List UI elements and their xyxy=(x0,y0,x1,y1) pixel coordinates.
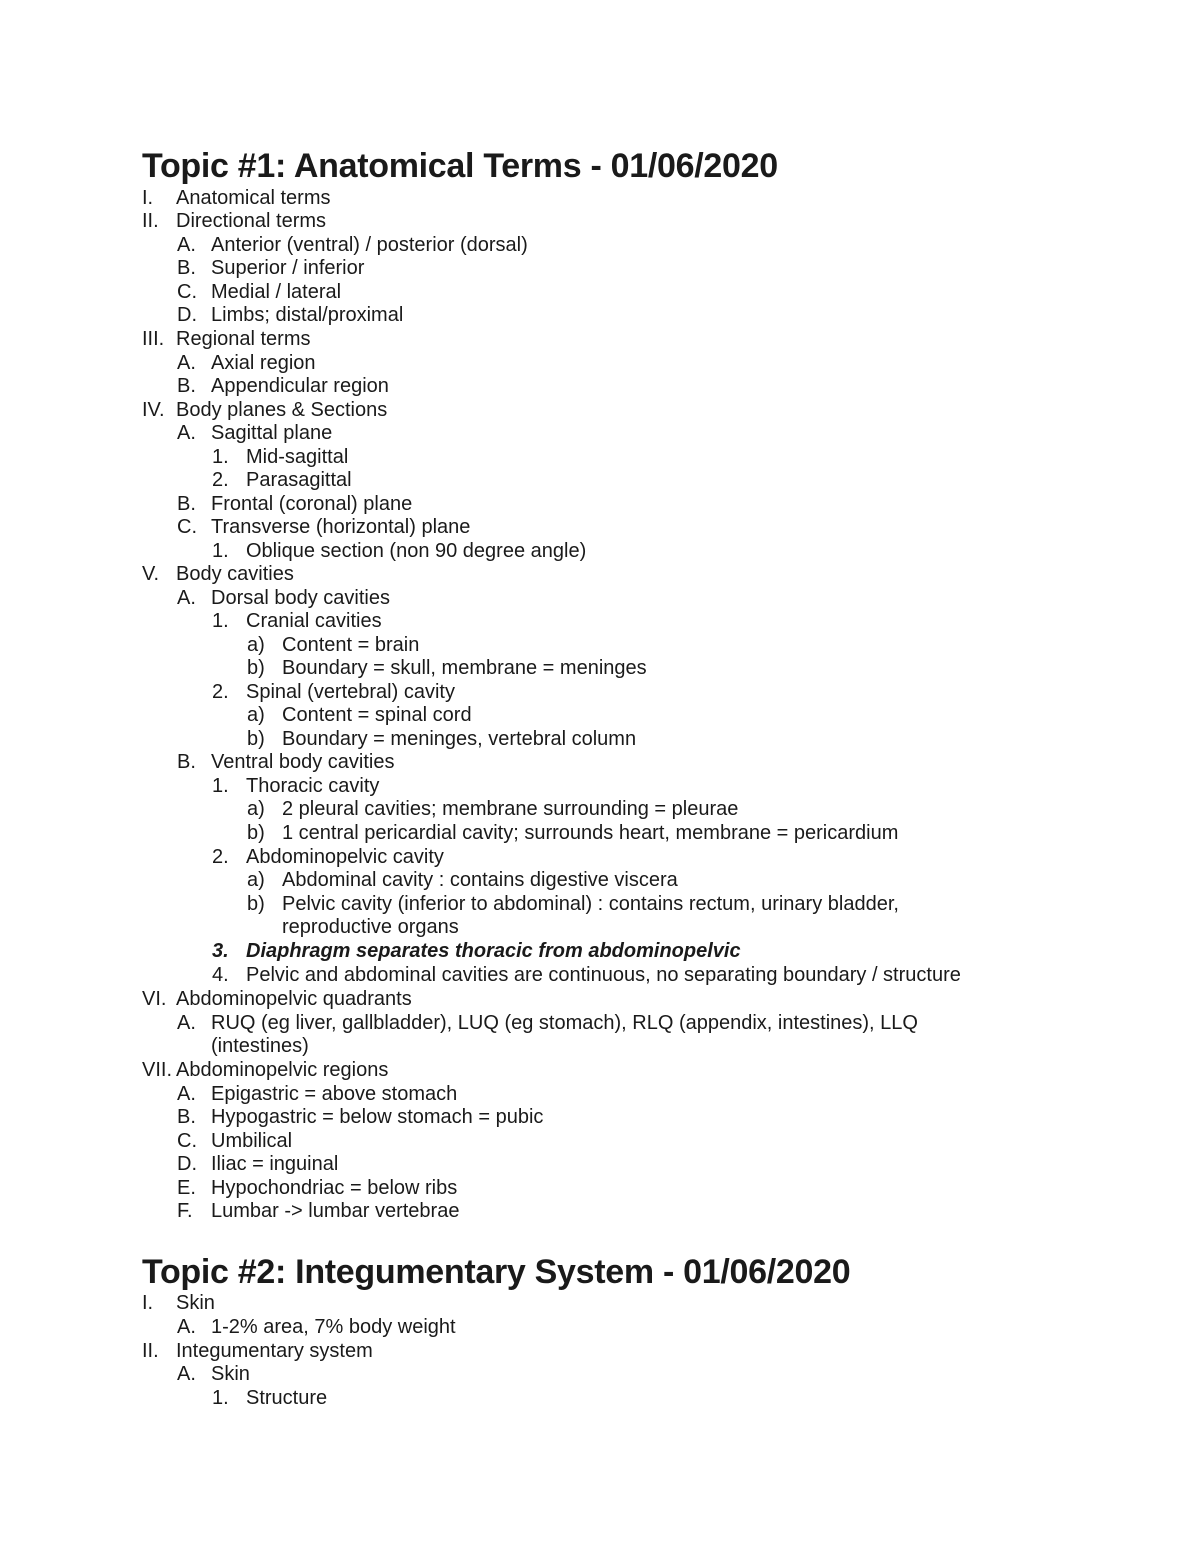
outline-text: Appendicular region xyxy=(211,375,389,397)
outline-marker: a) xyxy=(247,634,265,656)
outline-text: Medial / lateral xyxy=(211,281,342,303)
outline-marker: VI. xyxy=(142,988,167,1010)
outline-text: Boundary = skull, membrane = meninges xyxy=(282,657,647,679)
outline-marker: 1. xyxy=(212,540,229,562)
outline-marker: b) xyxy=(247,822,265,844)
outline-text: Body planes & Sections xyxy=(176,399,388,421)
outline-marker: B. xyxy=(177,493,196,515)
outline-text: Parasagittal xyxy=(246,469,352,491)
outline-marker: 3. xyxy=(212,940,229,962)
outline-text: Boundary = meninges, vertebral column xyxy=(282,728,637,750)
outline-text: Mid-sagittal xyxy=(246,446,349,468)
outline-text: Anatomical terms xyxy=(176,187,331,209)
outline-marker: I. xyxy=(142,187,154,209)
outline-text: Frontal (coronal) plane xyxy=(211,493,413,515)
outline-marker: V. xyxy=(142,563,160,585)
outline-text: Abdominopelvic quadrants xyxy=(176,988,412,1010)
outline-marker: IV. xyxy=(142,399,165,421)
outline-text: Hypochondriac = below ribs xyxy=(211,1177,458,1199)
outline-marker: b) xyxy=(247,893,265,915)
outline-marker: 4. xyxy=(212,964,229,986)
outline-marker: 1. xyxy=(212,446,229,468)
outline-text: Limbs; distal/proximal xyxy=(211,304,404,326)
outline-text: Ventral body cavities xyxy=(211,751,395,773)
outline-marker: A. xyxy=(177,1363,196,1385)
outline-marker: B. xyxy=(177,751,196,773)
outline-marker: B. xyxy=(177,257,196,279)
outline-text: Anterior (ventral) / posterior (dorsal) xyxy=(211,234,528,256)
outline-marker: C. xyxy=(177,281,197,303)
outline-marker: II. xyxy=(142,210,159,232)
outline-text: Umbilical xyxy=(211,1130,293,1152)
outline-marker: b) xyxy=(247,728,265,750)
outline-text: Regional terms xyxy=(176,328,311,350)
outline-text: reproductive organs xyxy=(282,916,459,938)
outline-marker: C. xyxy=(177,516,197,538)
outline-marker: A. xyxy=(177,422,196,444)
outline-text: Iliac = inguinal xyxy=(211,1153,339,1175)
outline-text: Cranial cavities xyxy=(246,610,382,632)
outline-text: Integumentary system xyxy=(176,1340,373,1362)
outline-marker: D. xyxy=(177,304,197,326)
outline-text: 2 pleural cavities; membrane surrounding = pleurae xyxy=(282,798,739,820)
outline-text: RUQ (eg liver, gallbladder), LUQ (eg stomach), RLQ (appendix, intestines), LLQ xyxy=(211,1012,918,1034)
outline-marker: II. xyxy=(142,1340,159,1362)
outline-text: Oblique section (non 90 degree angle) xyxy=(246,540,587,562)
outline-text: Diaphragm separates thoracic from abdominopelvic xyxy=(246,940,741,962)
outline-text: Skin xyxy=(176,1292,215,1314)
outline-marker: I. xyxy=(142,1292,154,1314)
outline-text: Superior / inferior xyxy=(211,257,365,279)
outline-marker: VII. xyxy=(142,1059,173,1081)
outline-text: Epigastric = above stomach xyxy=(211,1083,458,1105)
outline-text: Lumbar -> lumbar vertebrae xyxy=(211,1200,460,1222)
outline-marker: A. xyxy=(177,587,196,609)
outline-marker: 1. xyxy=(212,610,229,632)
outline-text: Body cavities xyxy=(176,563,294,585)
outline-text: Thoracic cavity xyxy=(246,775,380,797)
outline-text: Abdominopelvic regions xyxy=(176,1059,389,1081)
outline-marker: b) xyxy=(247,657,265,679)
outline-text: 1-2% area, 7% body weight xyxy=(211,1316,456,1338)
outline-marker: E. xyxy=(177,1177,196,1199)
outline-text: (intestines) xyxy=(211,1035,309,1057)
outline-marker: 2. xyxy=(212,469,229,491)
outline-text: Pelvic cavity (inferior to abdominal) : contains rectum, urinary bladder, xyxy=(282,893,899,915)
outline-marker: A. xyxy=(177,1012,196,1034)
outline-text: Pelvic and abdominal cavities are continuous, no separating boundary / structure xyxy=(246,964,961,986)
outline-text: Spinal (vertebral) cavity xyxy=(246,681,455,703)
outline-marker: 1. xyxy=(212,775,229,797)
outline-text: Hypogastric = below stomach = pubic xyxy=(211,1106,544,1128)
outline-text: Transverse (horizontal) plane xyxy=(211,516,471,538)
outline-marker: B. xyxy=(177,1106,196,1128)
outline-marker: a) xyxy=(247,869,265,891)
outline-marker: a) xyxy=(247,798,265,820)
outline-marker: A. xyxy=(177,1316,196,1338)
outline-text: Content = brain xyxy=(282,634,420,656)
outline-text: Dorsal body cavities xyxy=(211,587,390,609)
outline-marker: a) xyxy=(247,704,265,726)
outline-text: Axial region xyxy=(211,352,316,374)
outline-marker: A. xyxy=(177,1083,196,1105)
outline-marker: III. xyxy=(142,328,165,350)
outline-text: Skin xyxy=(211,1363,250,1385)
topic-2-heading: Topic #2: Integumentary System - 01/06/2020 xyxy=(142,1253,851,1291)
outline-marker: D. xyxy=(177,1153,197,1175)
outline-marker: 2. xyxy=(212,846,229,868)
outline-marker: 1. xyxy=(212,1387,229,1409)
outline-text: Abdominopelvic cavity xyxy=(246,846,444,868)
outline-text: Directional terms xyxy=(176,210,327,232)
outline-marker: 2. xyxy=(212,681,229,703)
outline-text: Sagittal plane xyxy=(211,422,333,444)
outline-text: Content = spinal cord xyxy=(282,704,472,726)
outline-text: 1 central pericardial cavity; surrounds heart, membrane = pericardium xyxy=(282,822,899,844)
topic-1-heading: Topic #1: Anatomical Terms - 01/06/2020 xyxy=(142,147,778,185)
outline-text: Structure xyxy=(246,1387,328,1409)
outline-marker: A. xyxy=(177,234,196,256)
outline-marker: A. xyxy=(177,352,196,374)
outline-marker: B. xyxy=(177,375,196,397)
outline-text: Abdominal cavity : contains digestive viscera xyxy=(282,869,678,891)
outline-marker: F. xyxy=(177,1200,193,1222)
outline-marker: C. xyxy=(177,1130,197,1152)
